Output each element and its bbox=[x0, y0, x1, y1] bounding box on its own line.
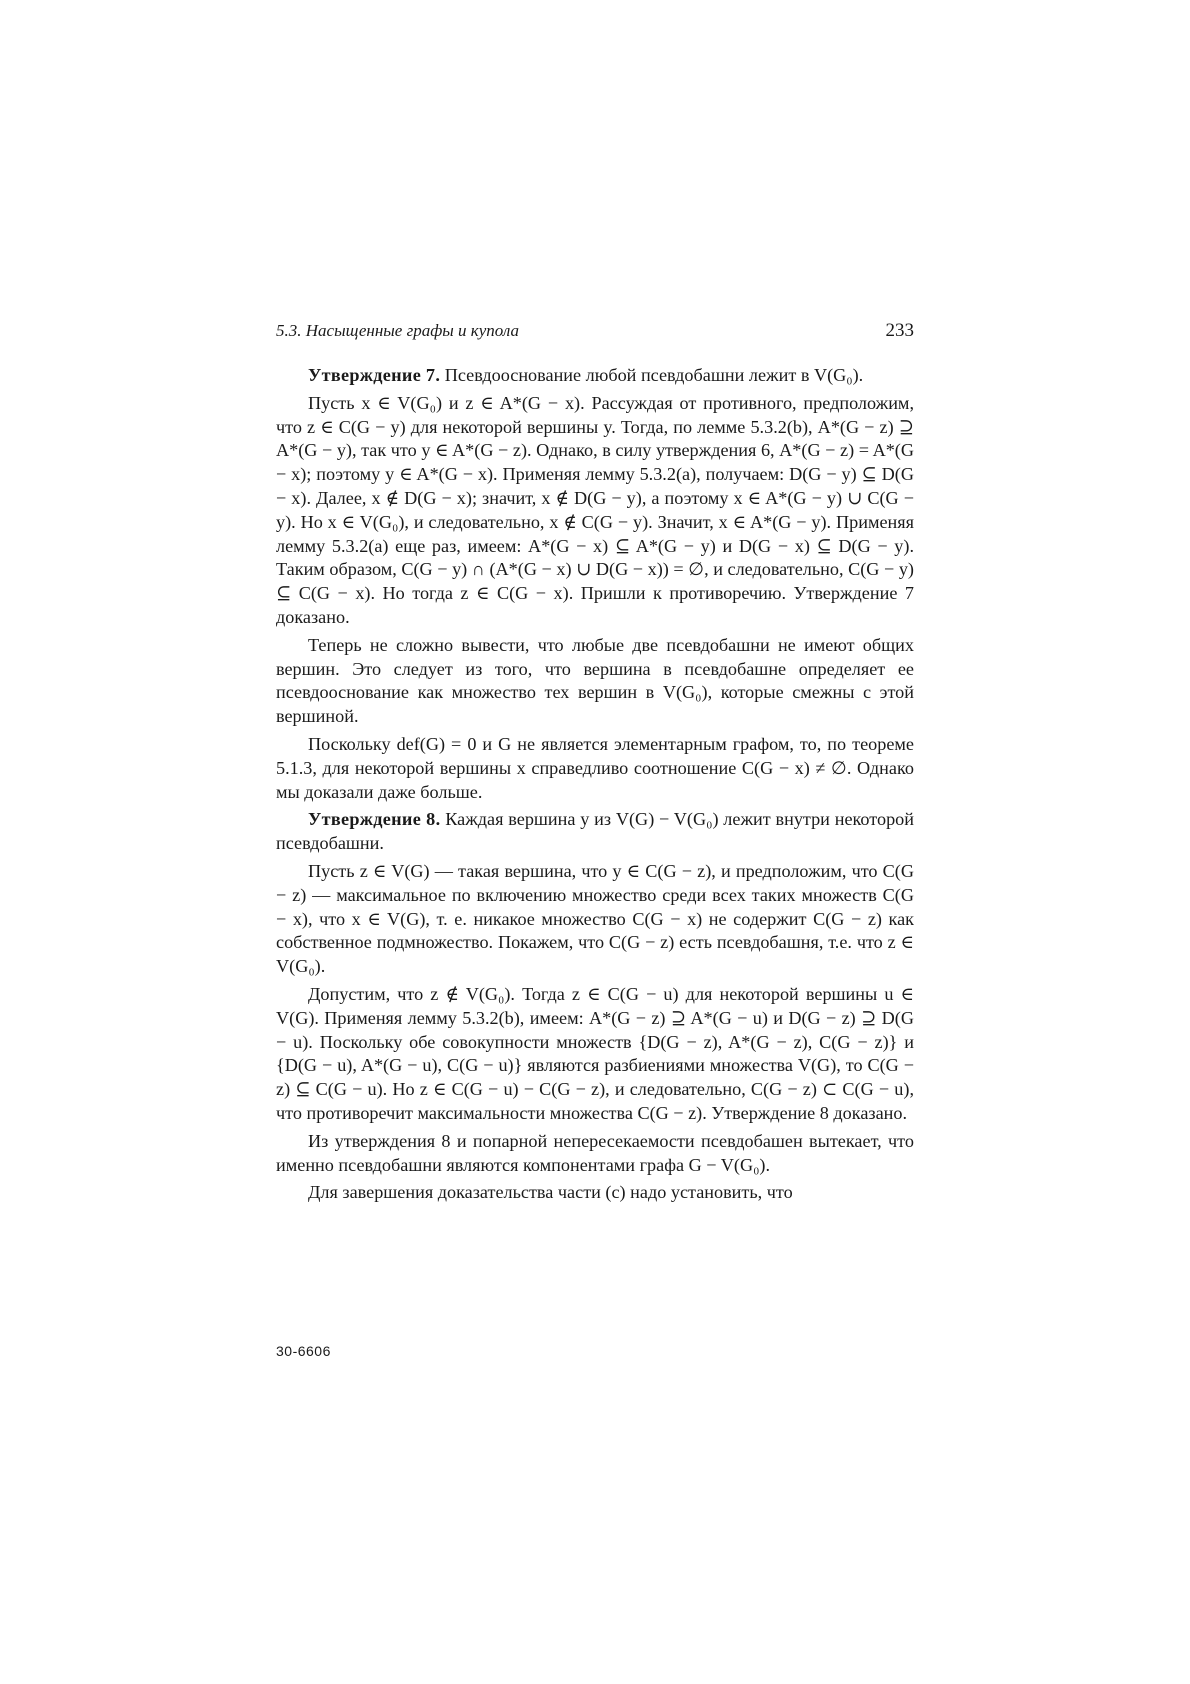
statement-heading: Утверждение 7. bbox=[308, 365, 441, 385]
paragraph-6 bbox=[276, 860, 914, 979]
paragraph-3 bbox=[276, 634, 914, 729]
paragraph-7 bbox=[276, 983, 914, 1126]
paragraph-text: Псевдооснование любой псевдобашни лежит в V(G₀). bbox=[440, 365, 864, 385]
paragraph-text: Каждая вершина y из V(G) − V(G₀) лежит внутри некоторой псевдобашни. bbox=[276, 809, 915, 854]
section-title: 5.3. Насыщенные графы и купола bbox=[276, 321, 519, 340]
paragraph-1 bbox=[276, 364, 914, 388]
paragraph-8 bbox=[276, 1130, 914, 1178]
paragraph-text: Допустим, что z ∉ V(G₀). Тогда z ∈ C(G − u) для некоторой вершины u ∈ V(G). Применяя лемму 5.3.2(b), имеем: A*(G − z) ⊇ A*(G − u) и D(G − z) ⊇ D(G − u). Поскольку обе совокупности множеств {D(G − z), A*(G − z), C(G − z)} и {D(G − u), A*(G − u), C(G − u)} являются разбиениями множества V(G), то C(G − z) ⊆ C(G − u). Но z ∈ C(G − u) − C(G − z), и следовательно, C(G − z) ⊂ C(G − u), что противоречит максимальности множества C(G − z). Утверждение 8 доказано. bbox=[276, 983, 914, 1123]
paragraph-9 bbox=[276, 1181, 914, 1205]
paragraph-text: Теперь не сложно вывести, что любые две псевдобашни не имеют общих вершин. Это следует из того, что вершина в псевдобашне определяет ее псевдооснование как множество тех вершин в V(G₀), которые смежны с этой вершиной. bbox=[276, 634, 914, 727]
paragraph-5 bbox=[276, 808, 914, 856]
paragraph-4 bbox=[276, 733, 914, 804]
paragraph-2 bbox=[276, 392, 914, 630]
page-number: 233 bbox=[885, 320, 914, 341]
printer-signature: 30-6606 bbox=[276, 1343, 331, 1359]
page-content bbox=[276, 320, 914, 1209]
paragraph-text: Пусть x ∈ V(G₀) и z ∈ A*(G − x). Рассуждая от противного, предположим, что z ∈ C(G − y) для некоторой вершины y. Тогда, по лемме 5.3.2(b), A*(G − z) ⊇ A*(G − y), так что y ∈ A*(G − z). Однако, в силу утверждения 6, A*(G − z) = A*(G − x); поэтому y ∈ A*(G − x). Применяя лемму 5.3.2(a), получаем: D(G − y) ⊆ D(G − x). Далее, x ∉ D(G − x); значит, x ∉ D(G − y), а поэтому x ∈ A*(G − y) ∪ C(G − y). Но x ∈ V(G₀), и следовательно, x ∉ C(G − y). Значит, x ∈ A*(G − y). Применяя лемму 5.3.2(a) еще раз, имеем: A*(G − x) ⊆ A*(G − y) и D(G − x) ⊆ D(G − y). Таким образом, C(G − y) ∩ (A*(G − x) ∪ D(G − x)) = ∅, и следовательно, C(G − y) ⊆ C(G − x). Но тогда z ∈ C(G − x). Пришли к противоречию. Утверждение 7 доказано. bbox=[276, 392, 914, 627]
paragraph-text: Из утверждения 8 и попарной непересекаемости псевдобашен вытекает, что именно псевдобашни являются компонентами графа G − V(G₀). bbox=[276, 1130, 914, 1175]
paragraph-text: Для завершения доказательства части (c) надо установить, что bbox=[308, 1182, 793, 1203]
statement-heading: Утверждение 8. bbox=[308, 809, 441, 830]
paragraph-text: Пусть z ∈ V(G) — такая вершина, что y ∈ C(G − z), и предположим, что C(G − z) — максимальное по включению множество среди всех таких множеств C(G − x), что x ∈ V(G), т. е. никакое множество C(G − x) не содержит C(G − z) как собственное подмножество. Покажем, что C(G − z) есть псевдобашня, т.е. что z ∈ V(G₀). bbox=[276, 860, 914, 977]
running-header bbox=[276, 320, 914, 342]
paragraph-text: Поскольку def(G) = 0 и G не является элементарным графом, то, по теореме 5.1.3, для некоторой вершины x справедливо соотношение C(G − x) ≠ ∅. Однако мы доказали даже больше. bbox=[276, 733, 914, 802]
body-text bbox=[276, 364, 914, 1205]
